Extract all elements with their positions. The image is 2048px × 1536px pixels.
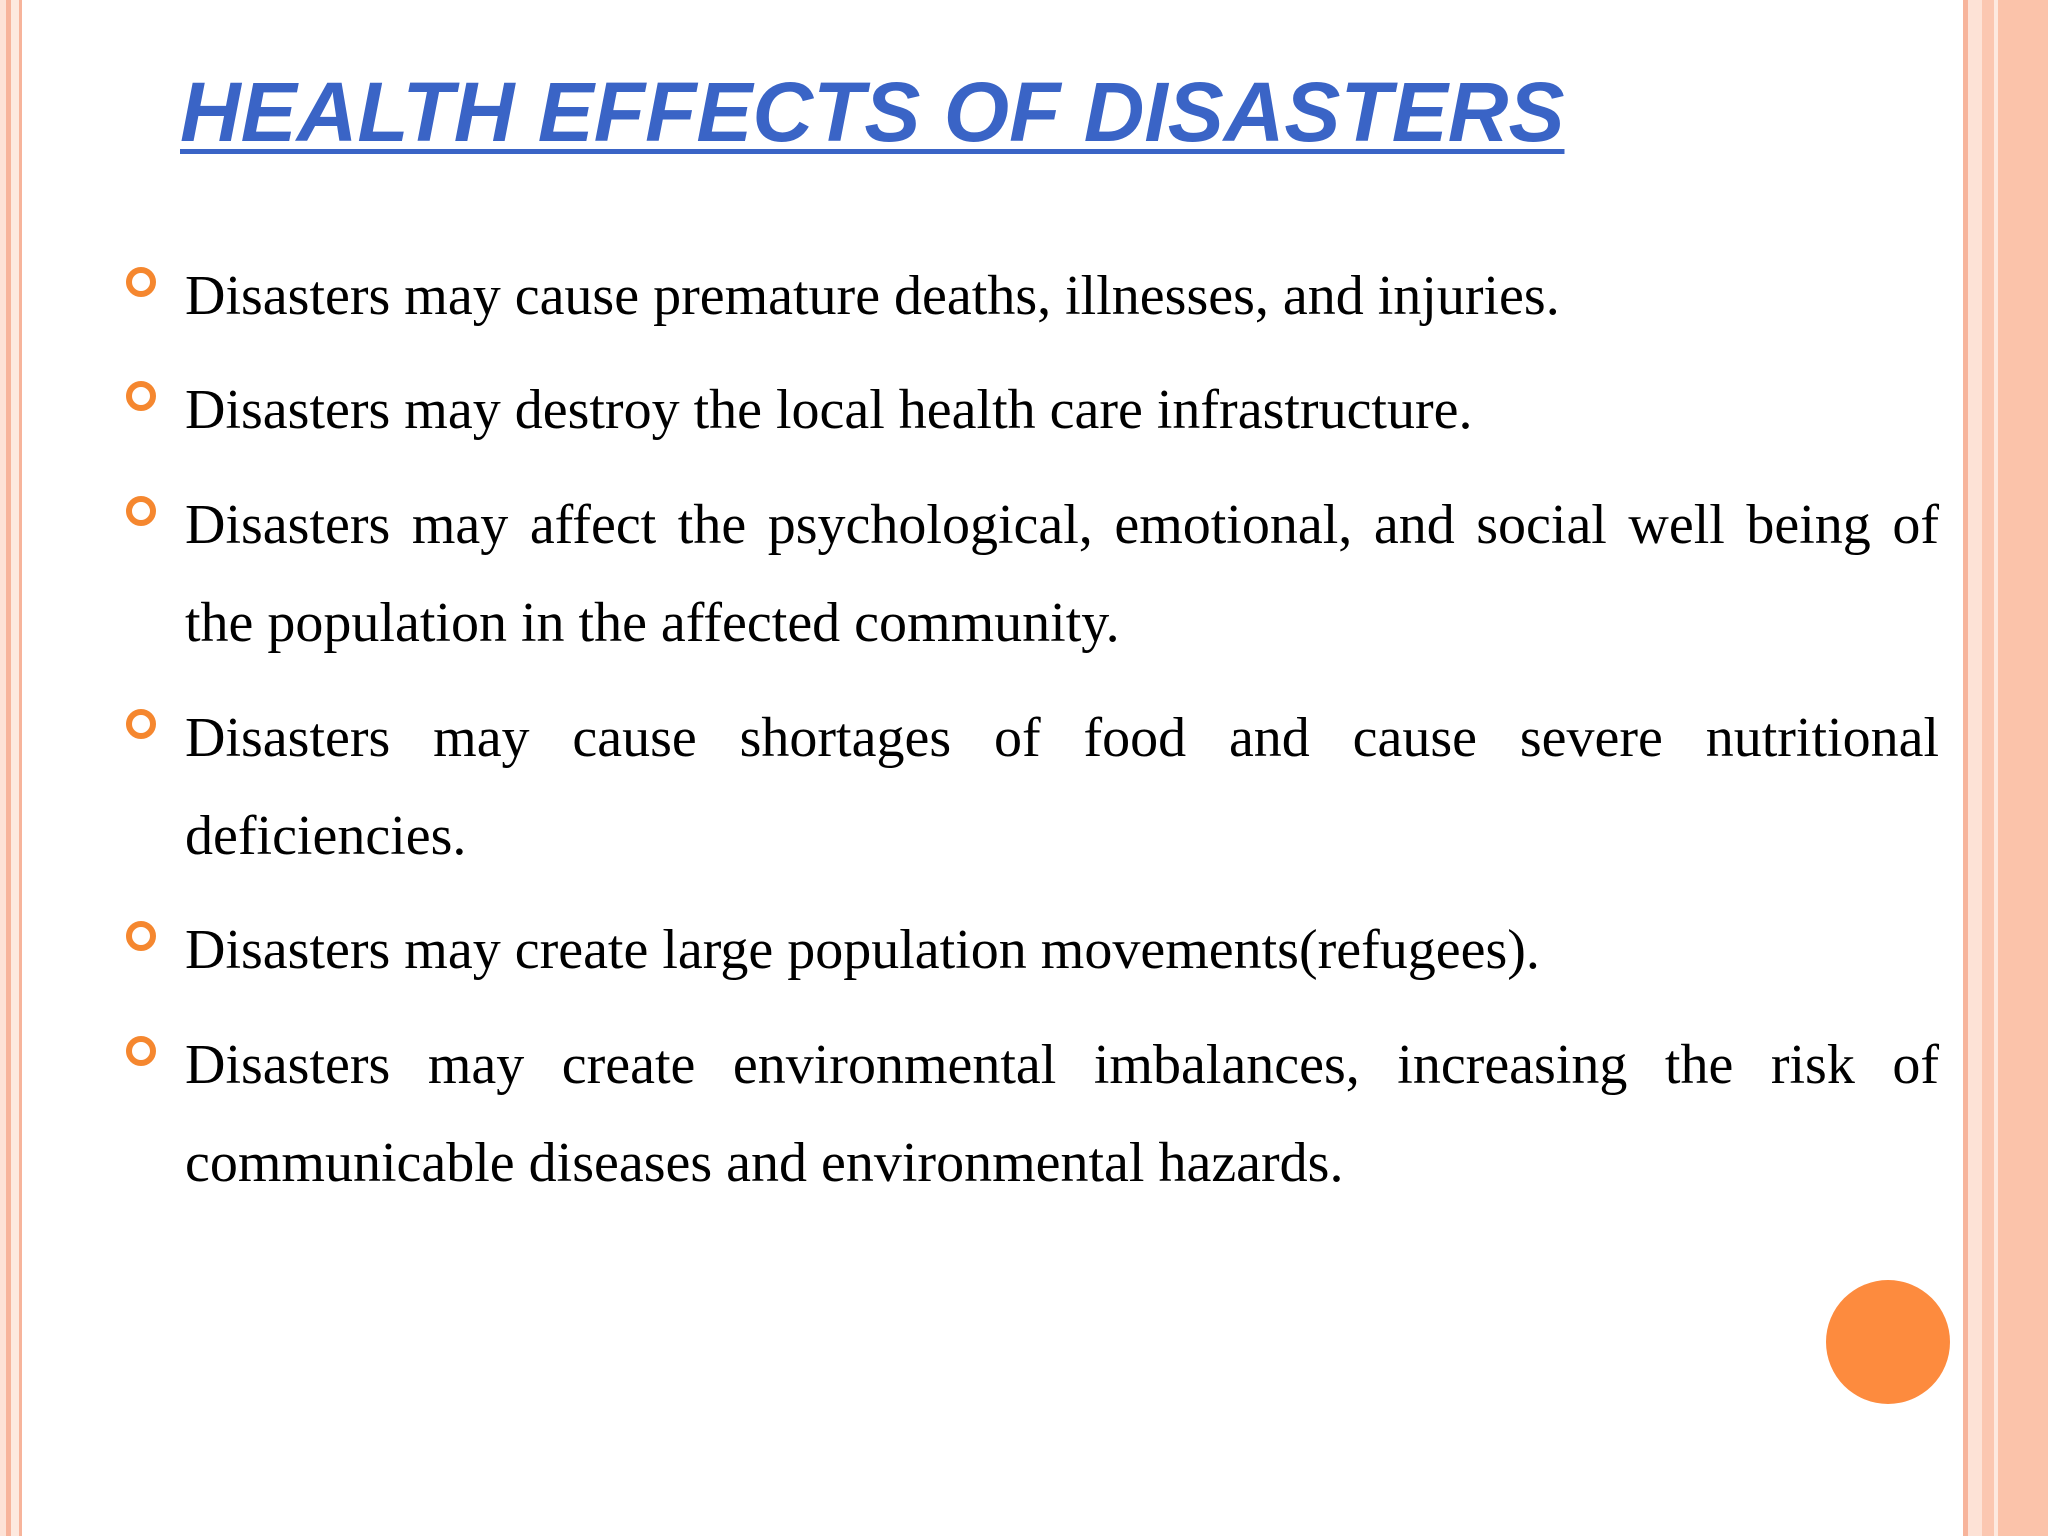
hollow-circle-bullet-icon bbox=[126, 381, 156, 411]
left-border-stripe bbox=[19, 0, 22, 1536]
bullet-text: Disasters may cause premature deaths, illnesses, and injuries. bbox=[185, 265, 1560, 327]
bullet-text: Disasters may destroy the local health care infrastructure. bbox=[185, 379, 1473, 441]
hollow-circle-bullet-icon bbox=[126, 267, 156, 297]
bullet-text: Disasters may create large population movements(refugees). bbox=[185, 919, 1540, 981]
hollow-circle-bullet-icon bbox=[126, 709, 156, 739]
bullet-text: Disasters may create environmental imbalances, increasing the risk of communicable diseases and environmental hazards. bbox=[185, 1034, 1939, 1194]
bullet-text: Disasters may affect the psychological, emotional, and social well being of the population in the affected community. bbox=[185, 494, 1939, 654]
slide-title: HEALTH EFFECTS OF DISASTERS bbox=[180, 65, 1565, 159]
bullet-text: Disasters may cause shortages of food and cause severe nutritional deficiencies. bbox=[185, 707, 1939, 867]
right-border-stripe bbox=[1968, 0, 1982, 1536]
right-border-stripe bbox=[1998, 0, 2048, 1536]
hollow-circle-bullet-icon bbox=[126, 921, 156, 951]
hollow-circle-bullet-icon bbox=[126, 496, 156, 526]
right-border-stripe bbox=[1982, 0, 1994, 1536]
hollow-circle-bullet-icon bbox=[126, 1036, 156, 1066]
left-border-stripe bbox=[11, 0, 19, 1536]
orange-circle-icon bbox=[1826, 1280, 1950, 1404]
